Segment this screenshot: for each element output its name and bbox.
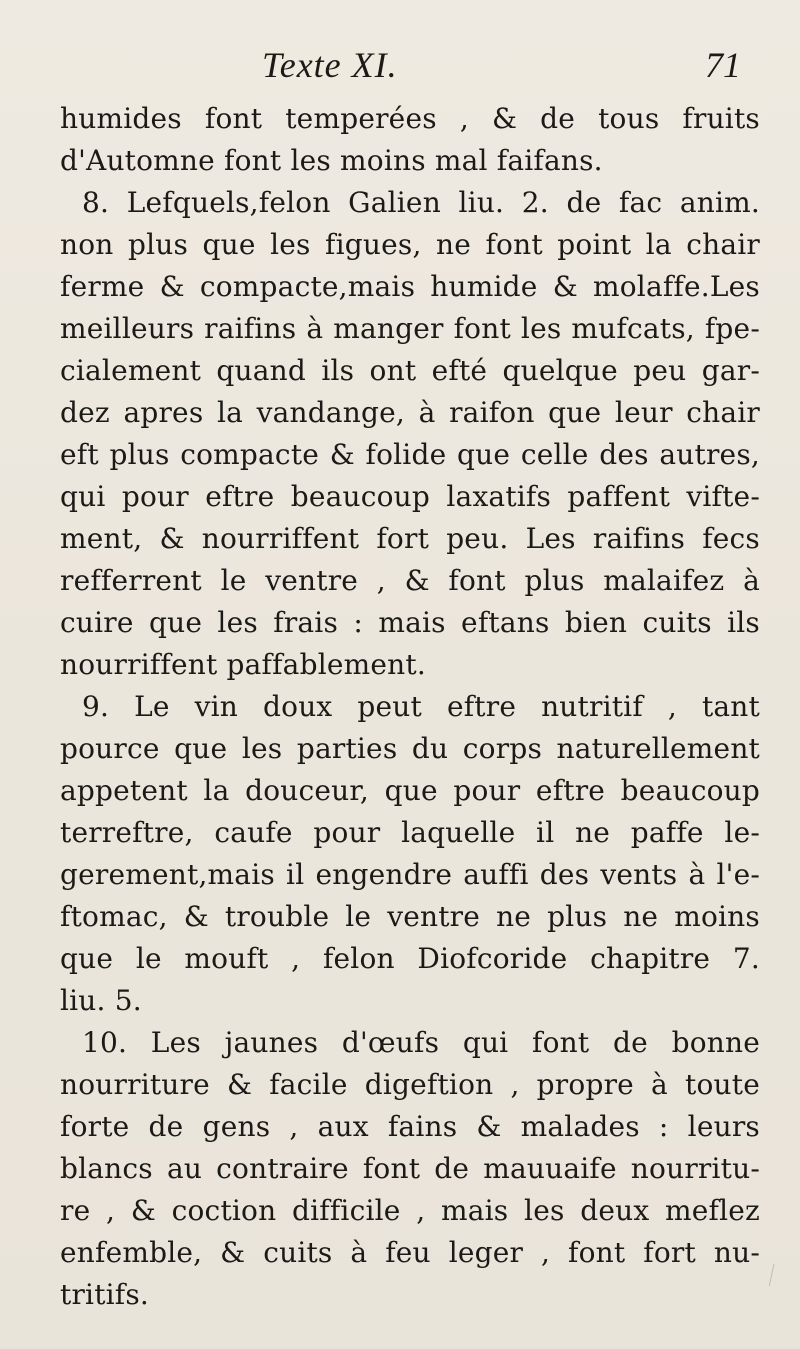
running-head: Texte XI. <box>262 45 398 85</box>
text-line: blancs au contraire font de mauuaife nourritu- <box>60 1152 760 1185</box>
text-line: non plus que les figues, ne font point la chair <box>60 228 760 261</box>
page-number: 71 <box>705 45 741 85</box>
text-line: d'Automne font les moins mal faifans. <box>60 144 603 177</box>
text-line: gerement,mais il engendre auffi des vents à l'e- <box>60 858 760 891</box>
page-header <box>0 40 800 96</box>
text-line: enfemble, & cuits à feu leger , font fort nu- <box>60 1236 760 1269</box>
text-line: ferme & compacte,mais humide & molaffe.Les <box>60 270 760 303</box>
text-line: pource que les parties du corps naturellement <box>60 732 760 765</box>
text-line: re , & coction difficile , mais les deux meflez <box>60 1194 760 1227</box>
paragraph-8-start: 8. Lefquels,felon Galien liu. 2. de fac anim. <box>82 186 760 219</box>
ink-mark <box>769 1264 784 1288</box>
text-line: appetent la douceur, que pour eftre beaucoup <box>60 774 760 807</box>
text-line: tritifs. <box>60 1278 150 1311</box>
text-line: refferrent le ventre , & font plus malaifez à <box>60 564 760 597</box>
text-line: forte de gens , aux fains & malades : leurs <box>60 1110 760 1143</box>
paragraph-9-start: 9. Le vin doux peut eftre nutritif , tant <box>82 690 760 723</box>
text-line: cialement quand ils ont efté quelque peu gar- <box>60 354 760 387</box>
text-line: nourriture & facile digeftion , propre à toute <box>60 1068 760 1101</box>
text-line: dez apres la vandange, à raifon que leur chair <box>60 396 760 429</box>
body-text <box>60 98 760 1316</box>
text-line: ftomac, & trouble le ventre ne plus ne moins <box>60 900 760 933</box>
paragraph-10-start: 10. Les jaunes d'œufs qui font de bonne <box>82 1026 760 1059</box>
text-line: cuire que les frais : mais eftans bien cuits ils <box>60 606 760 639</box>
text-line: humides font temperées , & de tous fruits <box>60 102 760 135</box>
text-line: ment, & nourriffent fort peu. Les raifins fecs <box>60 522 760 555</box>
text-line: terreftre, caufe pour laquelle il ne paffe le- <box>60 816 760 849</box>
text-line: que le mouft , felon Diofcoride chapitre 7. <box>60 942 760 975</box>
text-line: eft plus compacte & folide que celle des autres, <box>60 438 760 471</box>
text-line: meilleurs raifins à manger font les mufcats, fpe- <box>60 312 760 345</box>
text-line: qui pour eftre beaucoup laxatifs paffent vifte- <box>60 480 760 513</box>
text-line: nourriffent paffablement. <box>60 648 426 681</box>
text-line: liu. 5. <box>60 984 142 1017</box>
